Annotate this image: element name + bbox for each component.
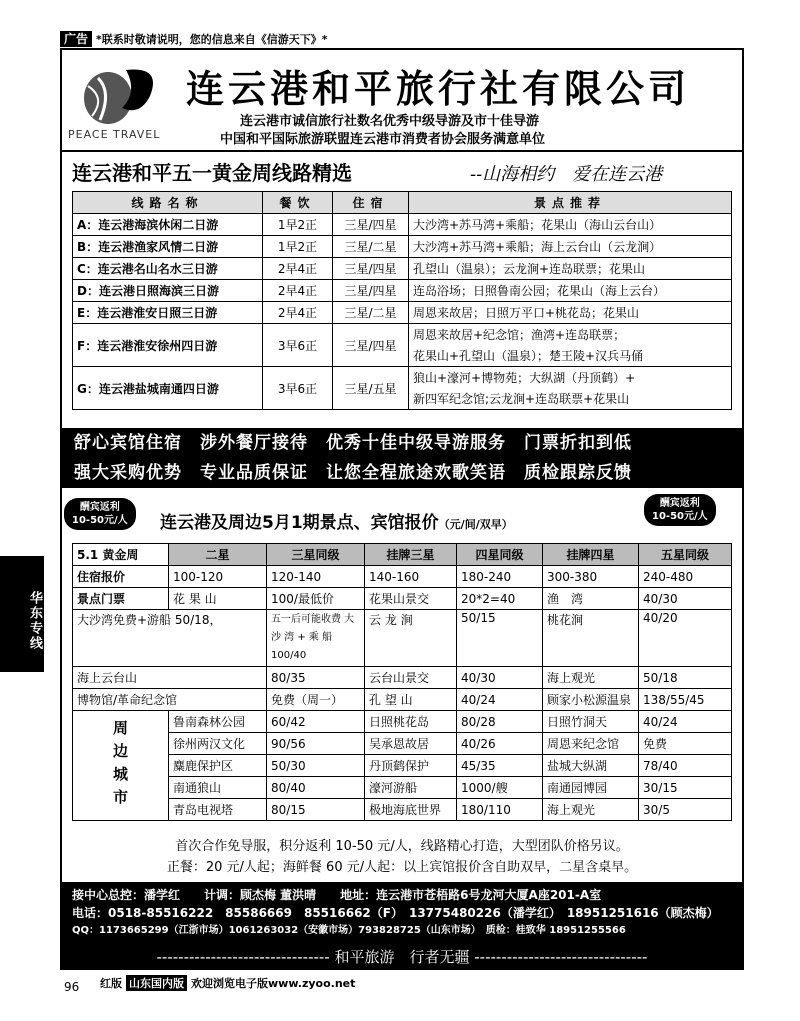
rebate-badge-left (64, 498, 136, 530)
price-cell: 50/18 (639, 667, 732, 689)
table-row (73, 302, 732, 324)
table-row (73, 236, 732, 258)
route-meal: 3早6正 (263, 324, 333, 367)
route-name: B：连云港渔家风情二日游 (73, 236, 263, 258)
banner-line-2: 强大采购优势 专业品质保证 让您全程旅途欢歌笑语 质检跟踪反馈 (74, 463, 632, 483)
table-row (73, 588, 732, 610)
route-spots-line: 新四军纪念馆;云龙涧+连岛联票+花果山 (413, 392, 630, 406)
spot-cell: 博物馆/革命纪念馆 (73, 689, 267, 711)
spot-cell: 南通狼山 (169, 777, 267, 799)
spot-cell: 徐州两汉文化 (169, 733, 267, 755)
route-meal: 1早2正 (263, 214, 333, 236)
price-table (72, 543, 732, 821)
price-cell: 40/24 (639, 711, 732, 733)
col-header-hotel: 住宿 (333, 192, 409, 214)
table-row (73, 544, 732, 566)
spot-cell: 花果山景交 (365, 588, 457, 610)
side-tab-east-china: 华东专线 (0, 556, 44, 672)
route-name: G：连云港盐城南通四日游 (73, 367, 263, 410)
price-cell: 40/20 (639, 610, 732, 667)
route-spots-line: 狼山+濠河+博物苑；大纵湖（丹顶鹤）+ (413, 371, 636, 385)
spot-cell: 濠河游船 (365, 777, 457, 799)
rebate-badge-right (644, 494, 716, 526)
table-row (73, 258, 732, 280)
route-name: D：连云港日照海滨三日游 (73, 280, 263, 302)
price-cell: 140-160 (365, 566, 457, 588)
spot-cell: 顾家小松源温泉 (543, 689, 639, 711)
company-tagline-1: 连云港市诚信旅行社数名优秀中级导游及市十佳导游 (240, 114, 540, 129)
price-cell: 240-480 (639, 566, 732, 588)
spot-cell: 大沙湾免费+游船 50/18， (73, 610, 267, 667)
route-hotel: 三星/四星 (333, 258, 409, 280)
route-hotel: 三星/二星 (333, 302, 409, 324)
table-row (73, 689, 732, 711)
table-row (73, 367, 732, 410)
price-cell: 1000/艘 (457, 777, 543, 799)
table-row (73, 280, 732, 302)
route-meal: 2早4正 (263, 258, 333, 280)
price-cell: 90/56 (267, 733, 365, 755)
spot-cell: 麋鹿保护区 (169, 755, 267, 777)
table-row (73, 667, 732, 689)
company-motto: -------------------------------- 和平旅游 行者无疆 -------------------------------- (156, 948, 648, 966)
spot-cell: 渔 湾 (543, 588, 639, 610)
spot-cell: 日照竹洞天 (543, 711, 639, 733)
spot-cell: 青岛电视塔 (169, 799, 267, 821)
price-cell: 78/40 (639, 755, 732, 777)
contact-line-2: 电话：0518-85516222 85586669 85516662（F） 13775480226（潘学红） 18951251616（顾杰梅） (72, 906, 719, 920)
badge-line: 10-50元/人 (72, 515, 128, 526)
route-hotel: 三星/二星 (333, 236, 409, 258)
route-hotel: 三星/四星 (333, 324, 409, 367)
spot-cell: 海上观光 (543, 799, 639, 821)
price-unit: （元/间/双早） (438, 518, 513, 531)
badge-line: 酬宾返利 (659, 498, 700, 509)
spot-cell: 孔 望 山 (365, 689, 457, 711)
price-cell: 80/35 (267, 667, 365, 689)
price-cell: 30/15 (639, 777, 732, 799)
route-spots-line: 花果山+孔望山（温泉）；楚王陵+汉兵马俑 (413, 349, 644, 363)
contact-line-3: QQ：1173665299（江浙市场）1061263032（安徽市场）793828725（山东市场） 质检：桂致华 18951255566 (72, 925, 626, 936)
price-cell: 180/110 (457, 799, 543, 821)
spot-cell: 丹顶鹤保护 (365, 755, 457, 777)
table-row (73, 711, 732, 733)
route-spots: 周恩来故居；日照万平口+桃花岛；花果山 (409, 302, 732, 324)
divider (62, 150, 742, 152)
price-note-cell: 五一后可能收费 大 沙 湾 + 乘 船 100/40 (267, 610, 365, 667)
ad-notice-bar (60, 30, 328, 48)
route-meal: 2早4正 (263, 302, 333, 324)
page-number: 96 (64, 980, 80, 994)
route-meal: 1早2正 (263, 236, 333, 258)
price-cell: 免费 (639, 733, 732, 755)
price-cell: 120-140 (267, 566, 365, 588)
price-section-title-text: 连云港及周边5月1期景点、宾馆报价 (160, 513, 439, 533)
route-name: A：连云港海滨休闲二日游 (73, 214, 263, 236)
hotel-label: 住宿报价 (73, 566, 169, 588)
table-row (73, 755, 732, 777)
route-hotel: 三星/四星 (333, 280, 409, 302)
price-cell: 300-380 (543, 566, 639, 588)
table-row (73, 566, 732, 588)
spot-cell: 盐城大纵湖 (543, 755, 639, 777)
terms-line-2: 正餐：20 元/人起；海鲜餐 60 元/人起：以上宾馆报价含自助双早，二星含桌早。 (166, 860, 638, 875)
banner-line-1: 舒心宾馆住宿 涉外餐厅接待 优秀十佳中级导游服务 门票折扣到低 (74, 433, 632, 453)
price-cell: 40/26 (457, 733, 543, 755)
route-spots-line: 周恩来故居+纪念馆；渔湾+连岛联票； (413, 328, 626, 342)
company-tagline-2: 中国和平国际旅游联盟连云港市消费者协会服务满意单位 (220, 132, 546, 147)
level-header: 三星同级 (267, 544, 365, 566)
route-spots: 大沙湾+苏马湾+乘船；花果山（海山云台山） (409, 214, 732, 236)
price-cell: 180-240 (457, 566, 543, 588)
routes-table (72, 191, 732, 410)
level-header: 挂牌四星 (543, 544, 639, 566)
edition-tag: 红版 (100, 977, 122, 990)
spot-cell: 极地海底世界 (365, 799, 457, 821)
price-cell: 40/24 (457, 689, 543, 711)
company-name: 连云港和平旅行社有限公司 (186, 67, 691, 111)
route-hotel: 三星/四星 (333, 214, 409, 236)
col-header-route: 线路名称 (73, 192, 263, 214)
routes-section-title: 连云港和平五一黄金周线路精选 (72, 161, 352, 185)
price-cell: 50/30 (267, 755, 365, 777)
price-cell: 20*2=40 (457, 588, 543, 610)
badge-line: 10-50元/人 (652, 511, 708, 522)
col-header-spots: 景点推荐 (409, 192, 732, 214)
spot-cell: 日照桃花岛 (365, 711, 457, 733)
price-cell: 60/42 (267, 711, 365, 733)
price-cell: 80/15 (267, 799, 365, 821)
edition-tag-dark: 山东国内版 (126, 975, 187, 991)
table-row (73, 733, 732, 755)
spot-cell: 海上云台山 (73, 667, 267, 689)
service-banner (62, 428, 742, 488)
area-label: 周边城市 (73, 711, 169, 821)
spot-cell: 南通园博园 (543, 777, 639, 799)
price-cell: 50/15 (457, 610, 543, 667)
route-spots: 大沙湾+苏马湾+乘船；海上云台山（云龙涧） (409, 236, 732, 258)
price-cell: 40/30 (639, 588, 732, 610)
route-spots (409, 324, 732, 367)
price-cell: 100-120 (169, 566, 267, 588)
terms-line-1: 首次合作免导服，积分返利 10-50 元/人，线路精心打造，大型团队价格另议。 (175, 839, 629, 854)
route-spots: 孔望山（温泉）；云龙涧+连岛联票；花果山 (409, 258, 732, 280)
table-row (73, 799, 732, 821)
level-header: 二星 (169, 544, 267, 566)
spot-cell: 桃花涧 (543, 610, 639, 667)
spot-cell: 吴承恩故居 (365, 733, 457, 755)
ad-notice: *联系时敬请说明，您的信息来自《信游天下》* (96, 33, 328, 46)
period-label: 5.1 黄金周 (73, 544, 169, 566)
price-cell: 100/最低价 (267, 588, 365, 610)
spot-cell: 云台山景交 (365, 667, 457, 689)
price-cell: 免费（周一） (267, 689, 365, 711)
table-header-row (73, 192, 732, 214)
route-name: C：连云港名山名水三日游 (73, 258, 263, 280)
route-hotel: 三星/五星 (333, 367, 409, 410)
price-cell: 45/35 (457, 755, 543, 777)
logo-text: PEACE TRAVEL (68, 128, 161, 141)
website-link[interactable]: 欢迎浏览电子版www.zyoo.net (191, 977, 356, 990)
price-cell: 80/40 (267, 777, 365, 799)
level-header: 五星同级 (639, 544, 732, 566)
edition-bar (100, 975, 355, 991)
level-header: 挂牌三星 (365, 544, 457, 566)
contact-line-1: 接中心总控：潘学红 计调：顾杰梅 董洪晴 地址：连云港市苍梧路6号龙河大厦A座201-A室 (72, 888, 602, 902)
badge-line: 酬宾返利 (79, 502, 120, 513)
spot-cell: 云 龙 涧 (365, 610, 457, 667)
route-meal: 3早6正 (263, 367, 333, 410)
spot-cell: 鲁南森林公园 (169, 711, 267, 733)
peace-travel-logo-icon (78, 62, 164, 128)
routes-slogan: --山海相约 爱在连云港 (470, 164, 663, 185)
price-cell: 30/5 (639, 799, 732, 821)
route-spots (409, 367, 732, 410)
price-cell: 40/30 (457, 667, 543, 689)
route-name: F：连云港淮安徐州四日游 (73, 324, 263, 367)
price-section-title (160, 508, 513, 533)
spot-cell: 周恩来纪念馆 (543, 733, 639, 755)
level-header: 四星同级 (457, 544, 543, 566)
table-row (73, 324, 732, 367)
spot-cell: 花 果 山 (169, 588, 267, 610)
price-cell: 80/28 (457, 711, 543, 733)
table-row (73, 777, 732, 799)
table-row (73, 214, 732, 236)
price-cell: 138/55/45 (639, 689, 732, 711)
ticket-label: 景点门票 (73, 588, 169, 610)
spot-cell: 海上观光 (543, 667, 639, 689)
ad-tag: 广告 (60, 31, 92, 47)
route-name: E：连云港淮安日照三日游 (73, 302, 263, 324)
table-row (73, 610, 732, 667)
route-meal: 2早4正 (263, 280, 333, 302)
col-header-meal: 餐饮 (263, 192, 333, 214)
route-spots: 连岛浴场；日照鲁南公园；花果山（海上云台） (409, 280, 732, 302)
terms-notes (72, 836, 732, 878)
